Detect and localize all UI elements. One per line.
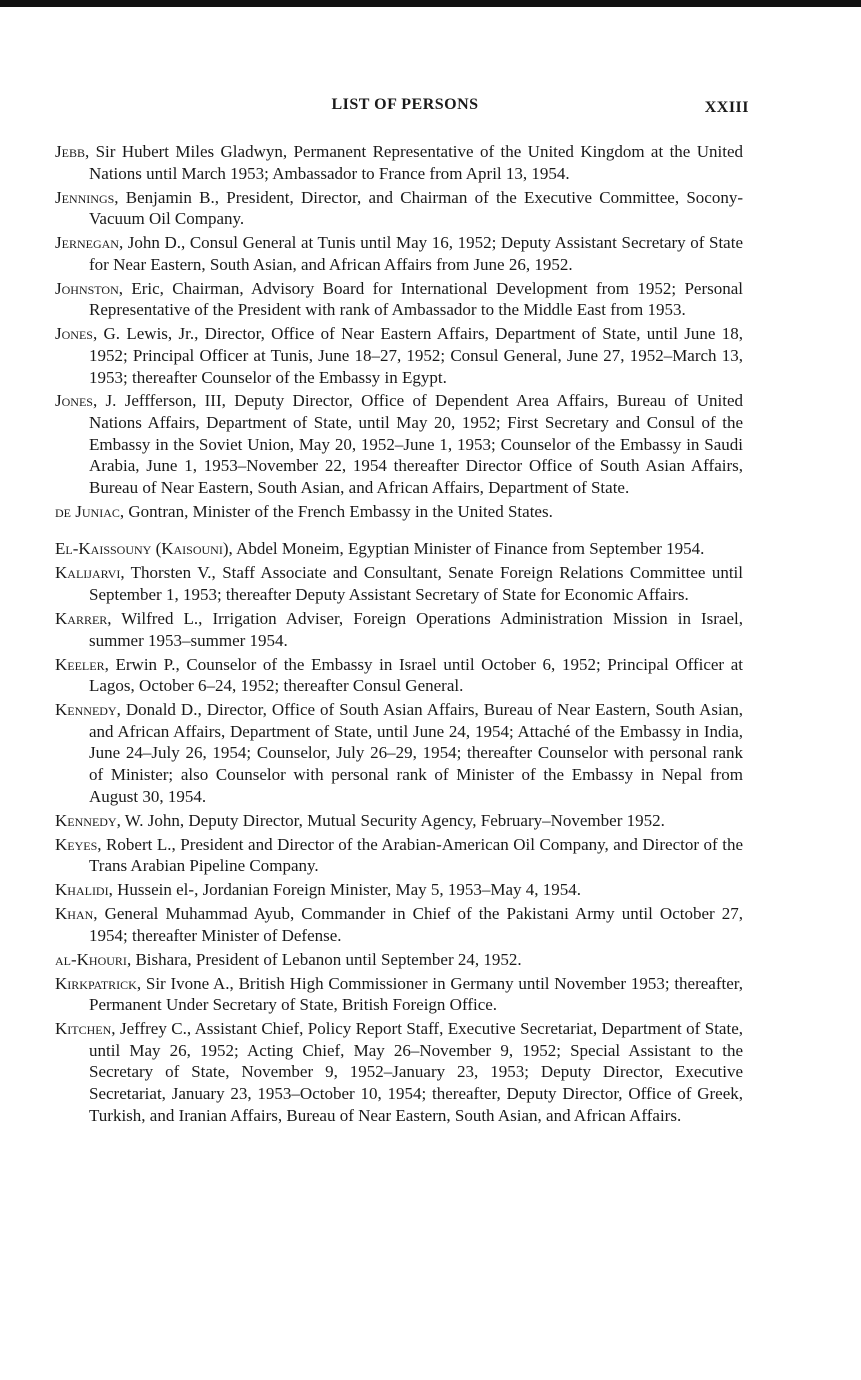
entry-description: , Wilfred L., Irrigation Adviser, Foreign Operations Administration Mission in Israel, summer 1953–summer 1954. [89, 609, 743, 650]
list-entry [55, 390, 743, 498]
entry-description: , Donald D., Director, Office of South Asian Affairs, Bureau of Near Eastern, South Asian, and African Affairs, Department of State, until June 24, 1954; Attaché of the Embassy in India, June 24–July 26, 1954; Counselor, July 26–29, 1954; thereafter Counselor with personal rank of Minister; also Counselor with personal rank of Minister of the Embassy in Nepal from August 30, 1954. [89, 700, 743, 806]
entry-description: , Benjamin B., President, Director, and Chairman of the Executive Committee, Socony-Vacuum Oil Company. [89, 187, 743, 229]
entry-surname: Keyes [55, 834, 98, 854]
list-entry [55, 187, 743, 230]
entry-surname: El-Kaissouny (Kaisouni) [55, 539, 229, 559]
list-entry [55, 608, 743, 651]
list-entry [55, 278, 743, 321]
entry-description: , Sir Hubert Miles Gladwyn, Permanent Representative of the United Kingdom at the United Nations until March 1953; Ambassador to France from April 13, 1954. [84, 142, 743, 183]
persons-list [55, 141, 743, 1129]
list-entry [55, 654, 743, 697]
list-entry [55, 1018, 743, 1126]
entry-surname: Karrer [55, 609, 108, 628]
running-head [0, 96, 861, 126]
list-entry [55, 538, 743, 560]
entry-surname: Jones [55, 391, 93, 411]
entry-surname: Kennedy [55, 700, 117, 720]
entry-surname: Khalidi [55, 880, 109, 900]
entry-surname: Jones [55, 324, 93, 344]
entry-description: , W. John, Deputy Director, Mutual Security Agency, February–November 1952. [116, 810, 665, 830]
entry-surname: Jebb [55, 142, 85, 161]
entry-surname: Kitchen [55, 1019, 112, 1039]
entry-surname: Johnston [55, 278, 119, 298]
entry-description: , General Muhammad Ayub, Commander in Chief of the Pakistani Army until October 27, 1954; thereafter Minister of Defense. [89, 904, 743, 945]
entry-description: , Bishara, President of Lebanon until September 24, 1952. [126, 949, 522, 969]
entry-description: , Abdel Moneim, Egyptian Minister of Finance from September 1954. [228, 539, 705, 559]
entry-surname: Kirkpatrick [55, 973, 137, 993]
entry-surname: Kennedy [55, 810, 117, 830]
entry-description: , Hussein el-, Jordanian Foreign Minister, May 5, 1953–May 4, 1954. [108, 880, 582, 900]
entry-description: , John D., Consul General at Tunis until May 16, 1952; Deputy Assistant Secretary of State for Near Eastern, South Asian, and African Affairs from June 26, 1952. [89, 233, 743, 274]
top-border-rule [0, 0, 861, 7]
list-entry [55, 834, 743, 877]
list-entry [55, 810, 743, 832]
list-entry [55, 973, 743, 1016]
list-entry [55, 949, 743, 971]
entry-description: , Gontran, Minister of the French Embassy in the United States. [119, 501, 553, 521]
entry-description: , J. Jeffferson, III, Deputy Director, Office of Dependent Area Affairs, Bureau of United Nations Affairs, Department of State, until May 20, 1952; First Secretary and Consul of the Embassy in the Soviet Union, May 20, 1952–June 1, 1953; Counselor of the Embassy in Saudi Arabia, June 1, 1953–November 22, 1954 thereafter Director Office of South Asian Affairs, Bureau of Near Eastern, South Asian, and African Affairs, Department of State. [89, 391, 743, 497]
entry-description: , Eric, Chairman, Advisory Board for International Development from 1952; Personal Representative of the President with rank of Ambassador to the Middle East from 1953. [89, 278, 743, 320]
entry-surname: Khan [55, 904, 94, 924]
list-entry [55, 232, 743, 275]
list-entry [55, 562, 743, 605]
page-title: LIST OF PERSONS [331, 96, 479, 113]
list-entry [55, 323, 743, 388]
entry-description: , Sir Ivone A., British High Commissioner in Germany until November 1953; thereafter, Permanent Under Secretary of State, British Foreign Office. [89, 973, 743, 1015]
entry-description: , G. Lewis, Jr., Director, Office of Near Eastern Affairs, Department of State, until June 18, 1952; Principal Officer at Tunis, June 18–27, 1952; Consul General, June 27, 1952–March 13, 1953; thereafter Counselor of the Embassy in Egypt. [89, 324, 743, 387]
entry-surname: Keeler [55, 654, 105, 674]
page-number: XXIII [704, 99, 749, 116]
entry-description: , Erwin P., Counselor of the Embassy in Israel until October 6, 1952; Principal Officer at Lagos, October 6–24, 1952; thereafter Consul General. [89, 654, 743, 696]
entry-surname: Jernegan [55, 233, 119, 253]
list-entry [55, 699, 743, 807]
entry-description: , Robert L., President and Director of the Arabian-American Oil Company, and Director of the Trans Arabian Pipeline Company. [89, 834, 743, 876]
entry-surname: de Juniac [55, 501, 120, 521]
list-entry [55, 501, 743, 523]
entry-description: , Thorsten V., Staff Associate and Consultant, Senate Foreign Relations Committee until September 1, 1953; thereafter Deputy Assistant Secretary of State for Economic Affairs. [89, 563, 743, 605]
list-entry [55, 879, 743, 901]
entry-surname: Jennings [55, 187, 115, 207]
list-entry [55, 141, 743, 184]
list-entry [55, 903, 743, 946]
entry-surname: Kalijarvi [55, 563, 121, 583]
entry-surname: al-Khouri [55, 949, 127, 969]
entry-description: , Jeffrey C., Assistant Chief, Policy Report Staff, Executive Secretariat, Department of State, until May 26, 1952; Acting Chief, May 26–November 9, 1952; Special Assistant to the Secretary of State, November 9, 1952–January 23, 1953; Deputy Director, Executive Secretariat, January 23, 1953–October 10, 1954; thereafter, Deputy Director, Office of Greek, Turkish, and Iranian Affairs, Bureau of Near Eastern, South Asian, and African Affairs. [89, 1019, 743, 1125]
